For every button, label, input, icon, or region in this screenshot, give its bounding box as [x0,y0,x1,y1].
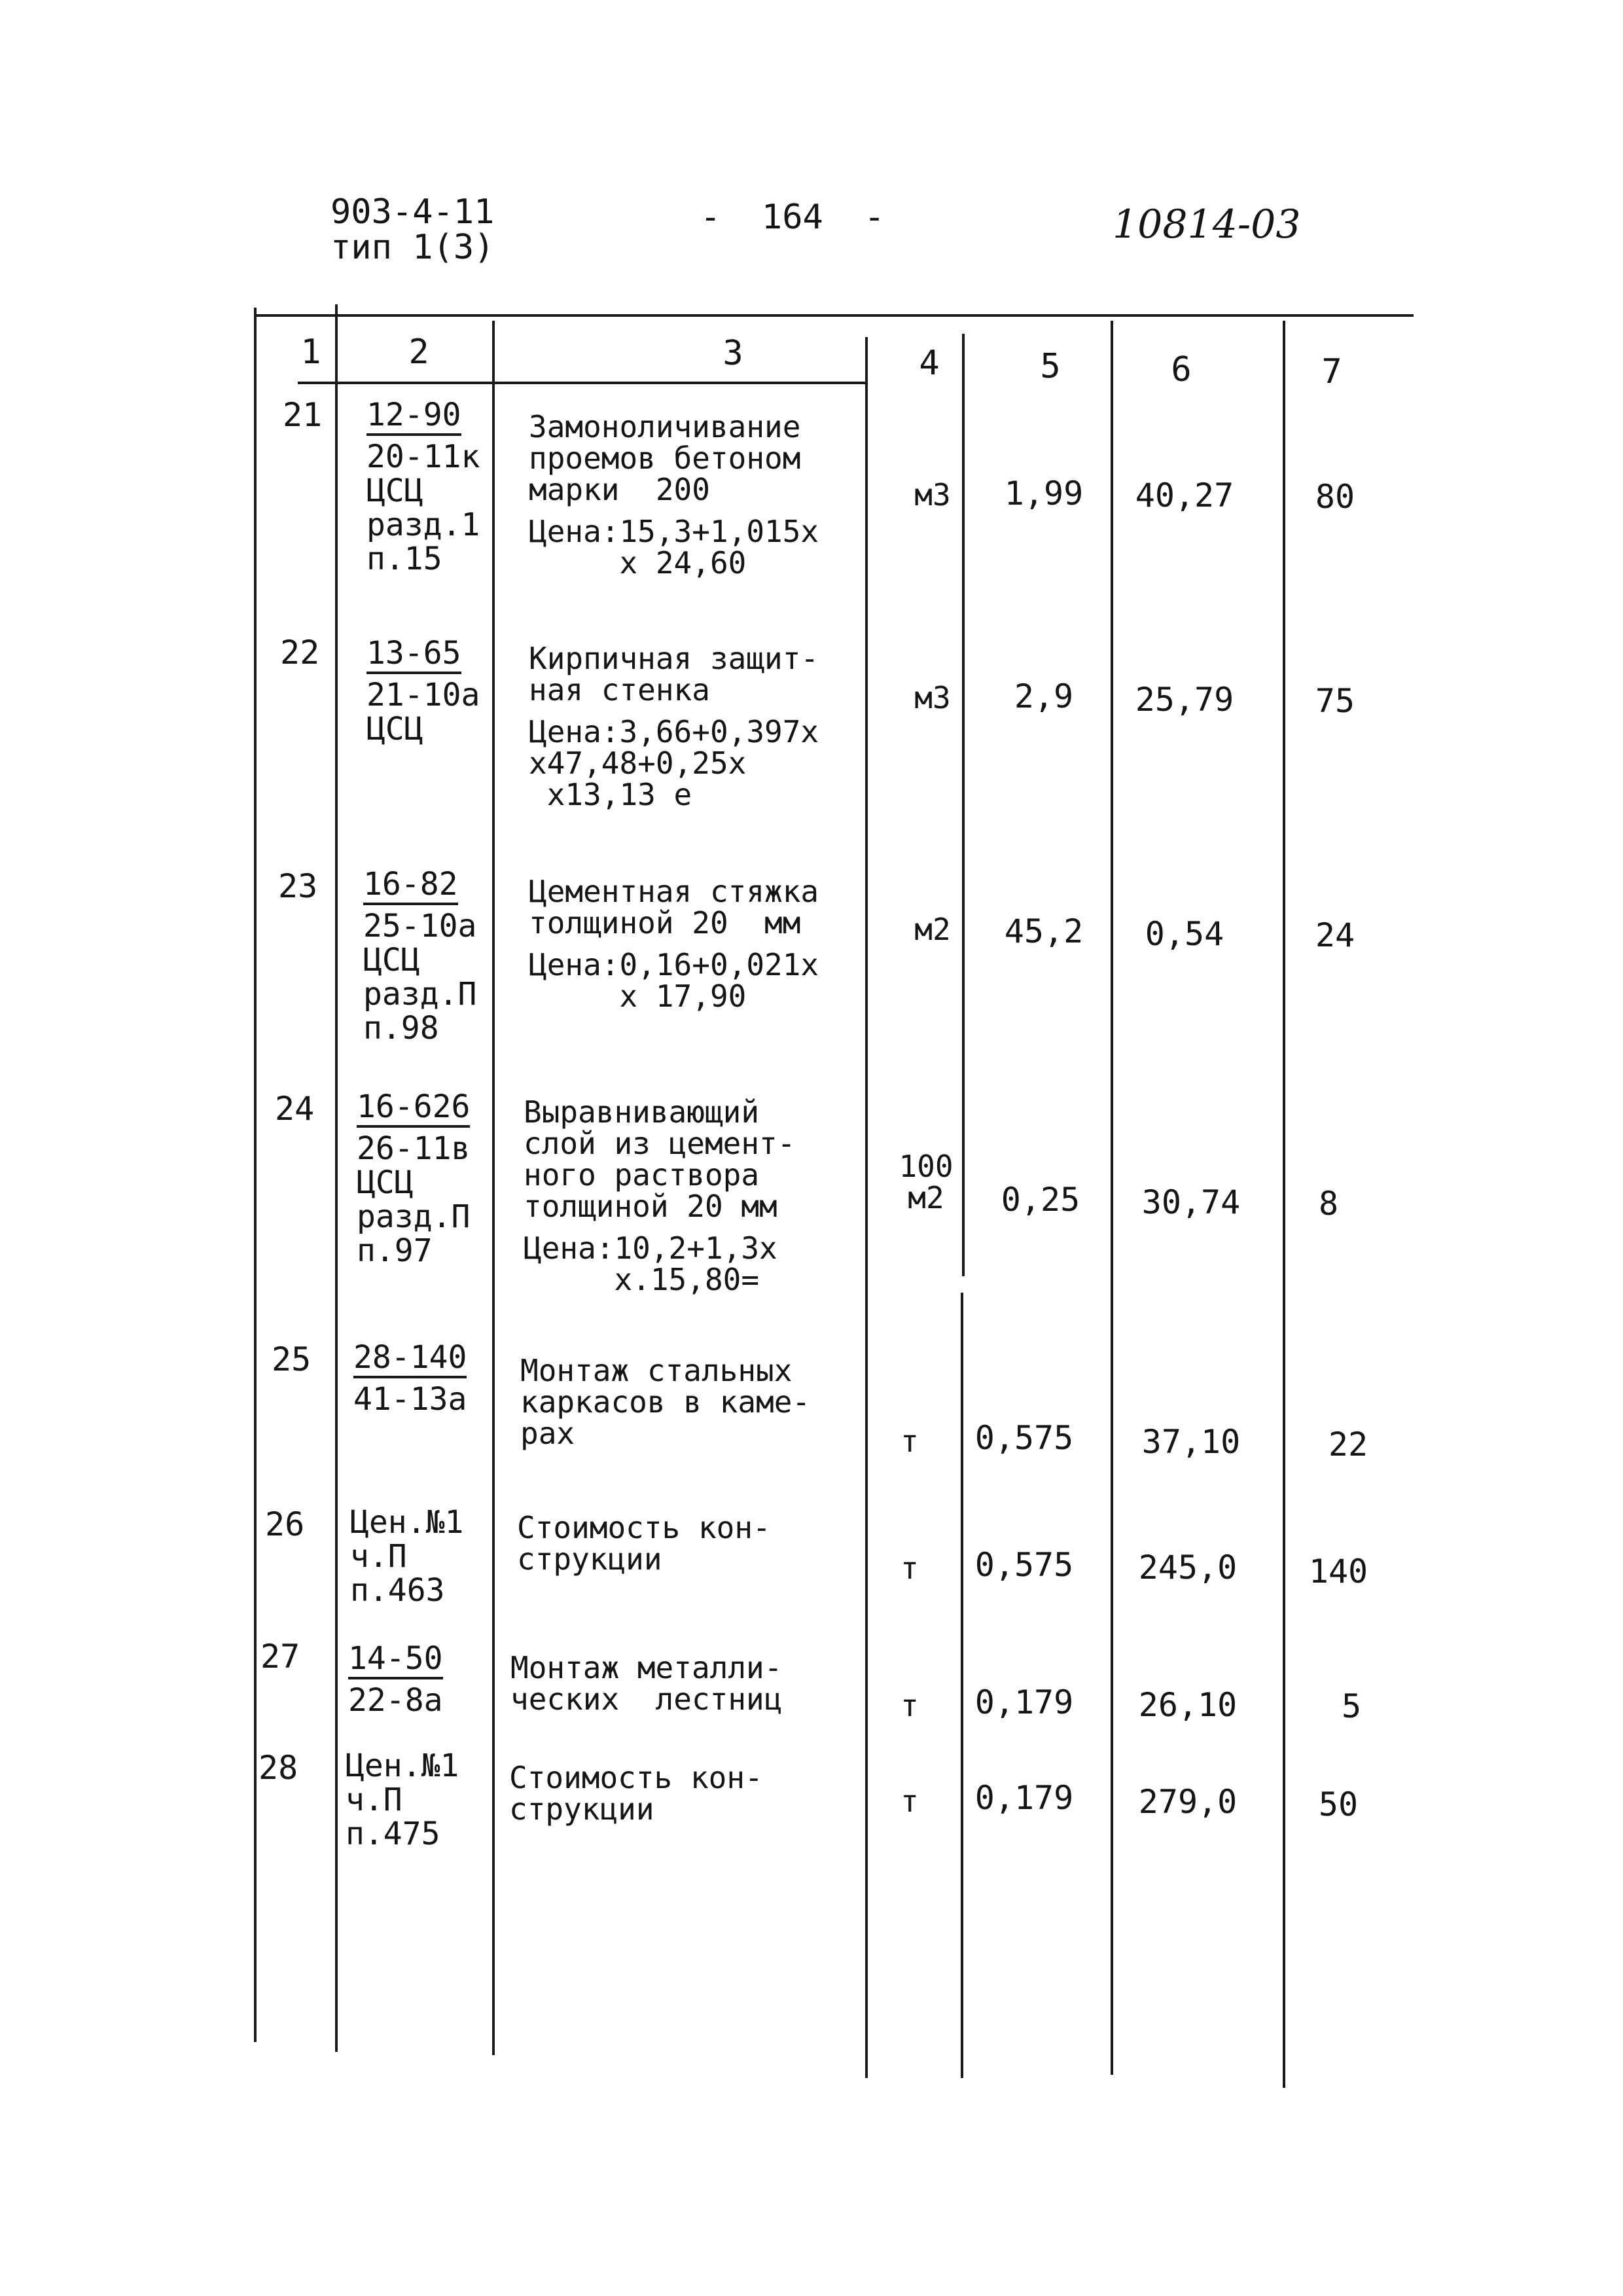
row-unit-cost: 26,10 [1138,1686,1238,1724]
work-description: Стоимость кон- струкции [517,1510,771,1577]
row-unit-cost: 0,54 [1145,915,1224,953]
row-number: 28 [259,1749,298,1787]
row-quantity: 0,575 [974,1419,1074,1457]
col-header-2: 2 [408,332,429,372]
work-description: Кирпичная защит- ная стенка [529,641,819,708]
row-description [517,1512,771,1575]
row-description [509,1762,763,1825]
row-quantity: 2,9 [1014,677,1074,715]
row-quantity: 1,99 [1004,475,1084,512]
row-unit-cost: 279,0 [1138,1783,1238,1821]
row-reference [348,1641,443,1717]
row-number: 23 [278,867,318,905]
row-unit-cost: 37,10 [1141,1423,1241,1461]
reference-code: 13-65 [366,636,461,674]
reference-details: 21-10а ЦСЦ [366,677,480,747]
row-reference [366,398,480,576]
row-number: 27 [260,1638,300,1676]
row-unit: м3 [914,680,951,715]
col-header-7: 7 [1321,352,1342,391]
work-description: Монтаж стальных каркасов в каме- рах [520,1353,811,1451]
row-unit-cost: 25,79 [1135,681,1234,719]
row-reference [353,1340,467,1416]
work-description: Выравнивающий слой из цемент- ного раствора толщиной 20 мм [524,1094,796,1224]
work-description: Монтаж металли- ческих лестниц [510,1650,783,1717]
work-description: Цементная стяжка толщиной 20 мм [529,874,819,941]
col-divider-4a [962,334,965,1276]
row-quantity: 0,575 [974,1546,1074,1584]
reference-details: 26-11в ЦСЦ разд.П п.97 [357,1130,471,1269]
reference-details: 41-13а [353,1381,467,1418]
row-number: 24 [275,1090,315,1128]
row-quantity: 0,179 [974,1683,1074,1721]
reference-code: 12-90 [366,398,461,436]
row-reference [346,1749,459,1851]
row-number: 22 [280,634,320,672]
col-divider-2 [492,321,495,2055]
col-header-6: 6 [1171,350,1192,389]
sheet-number: 10814-03 [1113,202,1301,247]
work-description: Стоимость кон- струкции [509,1760,763,1827]
reference-details: 25-10а ЦСЦ разд.П п.98 [363,908,477,1047]
row-unit: т [901,1424,919,1459]
row-reference [357,1090,470,1268]
row-unit-cost: 40,27 [1135,476,1234,514]
row-quantity: 0,25 [1001,1181,1080,1219]
price-formula: Цена:0,16+0,021х х 17,90 [529,947,819,1014]
document-code: 903-4-11 [330,192,495,232]
row-unit: т [901,1784,919,1819]
col-header-4: 4 [919,344,940,383]
row-total: 8 [1318,1185,1339,1223]
row-reference [363,867,476,1045]
row-total: 22 [1328,1426,1368,1463]
price-formula: Цена:10,2+1,3х х.15,80= [524,1230,777,1297]
table-left-border [254,308,257,2042]
col-header-1: 1 [300,332,321,372]
col-header-5: 5 [1040,347,1061,386]
row-total: 50 [1318,1785,1359,1823]
col-divider-3 [865,337,868,2078]
row-description [510,1652,782,1715]
row-description [520,1355,810,1449]
reference-details: Цен.№1 ч.П п.463 [350,1504,464,1609]
row-description [524,1096,795,1295]
row-number: 25 [272,1340,312,1378]
row-description [529,411,819,579]
row-description [529,876,819,1012]
reference-code: 16-626 [357,1090,470,1128]
row-total: 140 [1308,1552,1368,1590]
row-unit: м2 [914,912,951,947]
row-description [529,643,819,810]
header-bottom-rule [298,382,867,384]
document-type: тип 1(3) [330,228,495,267]
work-description: Замоноличивание проемов бетоном марки 200 [529,409,801,507]
page-number: - 164 - [700,198,885,237]
reference-details: Цен.№1 ч.П п.475 [346,1748,459,1852]
row-unit: т [901,1551,919,1586]
col-header-3: 3 [722,334,743,373]
row-unit-cost: 245,0 [1138,1549,1238,1587]
row-total: 5 [1341,1687,1362,1725]
price-formula: Цена:3,66+0,397х х47,48+0,25х х13,13 е [529,714,819,812]
row-number: 21 [283,396,323,434]
reference-code: 16-82 [363,867,458,905]
row-unit: т [901,1688,919,1723]
row-reference [350,1505,463,1607]
col-divider-6 [1283,321,1285,2088]
row-total: 80 [1315,478,1355,516]
table-top-rule [255,314,1414,317]
row-number: 26 [265,1505,305,1543]
row-total: 75 [1315,682,1355,720]
row-quantity: 0,179 [974,1779,1074,1817]
row-reference [366,636,480,746]
row-total: 24 [1315,916,1355,954]
price-formula: Цена:15,3+1,015х х 24,60 [529,514,819,581]
row-unit: м3 [914,477,951,512]
reference-code: 14-50 [348,1641,443,1679]
reference-details: 20-11к ЦСЦ разд.1 п.15 [366,439,480,577]
col-divider-4b [961,1293,963,2078]
row-unit-cost: 30,74 [1141,1183,1241,1221]
reference-code: 28-140 [353,1340,467,1378]
col-divider-1 [335,304,338,2052]
col-divider-5 [1111,321,1113,2075]
row-unit: 100 м2 [899,1149,954,1215]
row-quantity: 45,2 [1004,912,1084,950]
reference-details: 22-8а [348,1682,443,1719]
